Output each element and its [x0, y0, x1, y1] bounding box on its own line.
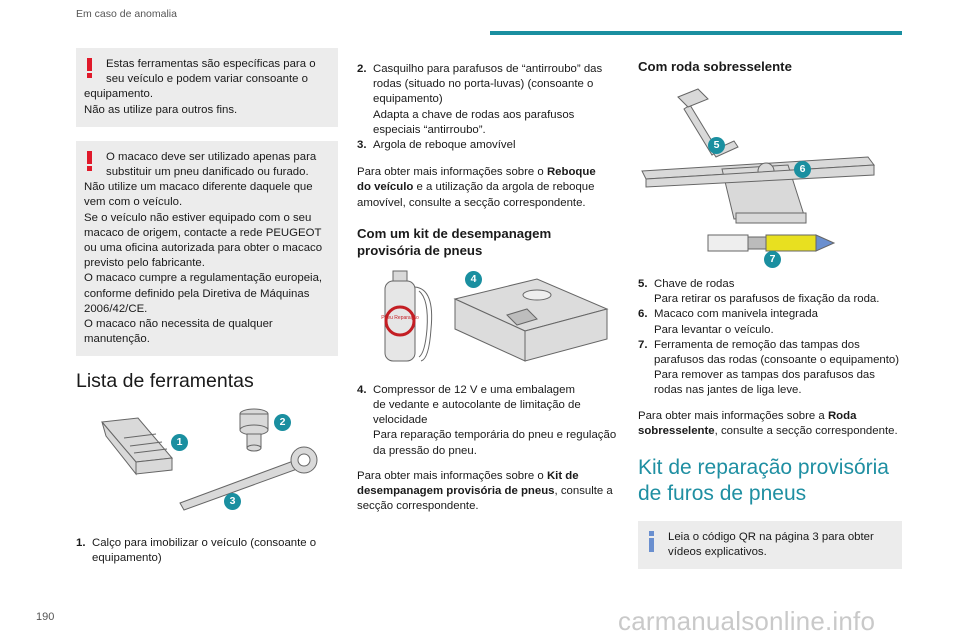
item-text: velocidade [373, 414, 428, 427]
list-item [357, 62, 619, 138]
callout-badge: 4 [465, 271, 482, 288]
subtitle-spare-wheel: Com roda sobresselente [638, 59, 792, 74]
jack-drawing [642, 157, 874, 223]
item-text: Casquilho para parafusos de “antirroubo” das [373, 63, 603, 75]
notice-text: Se o veículo não estiver equipado com o seu [84, 211, 312, 224]
item-text: Para reparação temporária do pneu e regulação [373, 429, 617, 442]
compressor-drawing [455, 279, 607, 361]
item-text: especiais “antirroubo”. [373, 123, 486, 136]
item-text: equipamento) [92, 551, 162, 564]
tools-illustration [76, 400, 338, 518]
page-number: 190 [36, 611, 55, 623]
item-number: 7. [638, 338, 648, 351]
notice-text: O macaco deve ser utilizado apenas para [106, 150, 317, 163]
item-text: equipamento) [373, 93, 443, 106]
item-number: 4. [357, 383, 367, 396]
spare-wheel-tools-illustration [638, 85, 902, 265]
para-bold: sobresselente [638, 424, 715, 437]
para-text: Para obter mais informações sobre a [638, 409, 828, 422]
spare-wheel-tools-figure [638, 85, 902, 265]
item-text: Para levantar o veículo. [654, 323, 774, 336]
socket-drawing [240, 409, 268, 451]
sealant-label-text: Pneu Reparação [381, 314, 419, 321]
para-bold: do veículo [357, 181, 414, 194]
para-text: , consulte a secção correspondente. [714, 424, 898, 437]
notice-text: Leia o código QR na página 3 para obter [668, 531, 874, 544]
item-text: Compressor de 12 V e uma embalagem [373, 383, 575, 396]
column-1 [76, 48, 338, 566]
info-icon [649, 531, 655, 553]
item-text: parafusos das rodas (consoante o equipamento) [654, 354, 900, 367]
item-text: rodas (situado no porta-luvas) (consoante o [373, 78, 594, 91]
notice-text: ou uma oficina autorizada para obter o macaco [84, 242, 323, 255]
item-number: 1. [76, 536, 86, 549]
item-number: 3. [357, 139, 367, 152]
paragraph-towing [357, 165, 619, 211]
notice-text: Estas ferramentas são específicas para o [106, 58, 316, 70]
notice-text: O macaco não necessita de qualquer [84, 318, 273, 331]
item-number: 2. [357, 63, 367, 75]
notice-text: manutenção. [84, 333, 150, 346]
item-text: Macaco com manivela integrada [654, 308, 818, 321]
item-number: 6. [638, 308, 648, 321]
wheel-chock-drawing [102, 418, 172, 474]
para-bold: Roda [827, 409, 857, 422]
towing-eye-drawing [180, 447, 317, 510]
list-item [76, 536, 338, 566]
notice-text: conforme definido pela Diretiva de Máquinas [84, 287, 310, 300]
item-text: rodas nas jantes de liga leve. [654, 384, 802, 397]
callout-badge: 1 [171, 434, 188, 451]
item-text: Argola de reboque amovível [373, 139, 516, 152]
callout-badge: 5 [708, 137, 725, 154]
section-title-repair-kit [638, 455, 902, 507]
column-3 [638, 54, 902, 583]
item-text: da pressão do pneu. [373, 444, 477, 457]
notice-text: previsto pelo fabricante. [84, 257, 205, 270]
item-number: 5. [638, 278, 648, 290]
notice-text: substituir um pneu danificado ou furado. [106, 166, 309, 179]
column-2 [357, 62, 619, 524]
item-text: Para remover as tampas dos parafusos das [654, 369, 875, 382]
notice-text: vídeos explicativos. [668, 546, 767, 559]
para-text: secção correspondente. [357, 500, 479, 513]
cap-remover-drawing [708, 235, 834, 251]
item-text: Chave de rodas [654, 278, 735, 290]
subtitle-line: provisória de pneus [357, 242, 483, 258]
repair-kit-figure [357, 269, 619, 365]
subtitle-line: Com um kit de desempanagem [357, 225, 552, 241]
info-notice-qr [638, 521, 902, 569]
para-text: Para obter mais informações sobre o [357, 469, 547, 482]
title-line: de furos de pneus [638, 482, 807, 506]
list-item [357, 138, 619, 153]
item-text: Ferramenta de remoção das tampas dos [654, 338, 860, 351]
warning-notice-tools [76, 48, 338, 127]
section-title-tools: Lista de ferramentas [76, 370, 254, 393]
list-item [638, 338, 902, 399]
para-bold: desempanagem provisória de pneus [357, 485, 555, 498]
para-bold: Reboque [546, 166, 596, 179]
notice-text: vem com o veículo. [84, 196, 183, 209]
item-text: Para retirar os parafusos de fixação da roda. [654, 293, 880, 306]
item-text: Adapta a chave de rodas aos parafusos [373, 108, 575, 121]
watermark: carmanualsonline.info [618, 606, 876, 636]
warning-icon [86, 151, 92, 171]
notice-text: Não utilize um macaco diferente daquele que [84, 181, 313, 194]
paragraph-spare-wheel [638, 409, 902, 439]
item-text: de vedante e autocolante de limitação de [373, 399, 581, 412]
notice-text: macaco de origem, contacte a rede PEUGEOT [84, 226, 322, 239]
list-item [638, 307, 902, 337]
para-text: , consulte a [554, 485, 613, 498]
subtitle-repair-kit [357, 225, 619, 259]
callout-badge: 2 [274, 414, 291, 431]
callout-badge: 6 [794, 161, 811, 178]
notice-text: 2006/42/CE. [84, 302, 148, 315]
header-title: Em caso de anomalia [76, 8, 177, 20]
title-line: Kit de reparação provisória [638, 456, 889, 480]
header-accent-bar [490, 31, 902, 35]
notice-text: equipamento. [84, 88, 154, 101]
para-text: amovível, consulte a secção correspondente. [357, 196, 586, 209]
notice-text: O macaco cumpre a regulamentação europeia, [84, 272, 323, 285]
para-text: Para obter mais informações sobre o [357, 166, 547, 179]
notice-text: seu veículo e podem variar consoante o [106, 73, 308, 86]
repair-kit-illustration [357, 269, 619, 365]
tools-figure [76, 400, 338, 518]
warning-notice-jack [76, 141, 338, 357]
notice-text: Não as utilize para outros fins. [84, 103, 238, 116]
warning-icon [86, 58, 92, 78]
callout-badge: 3 [224, 493, 241, 510]
list-item [357, 383, 619, 459]
list-item [638, 277, 902, 307]
callout-badge: 7 [764, 251, 781, 268]
para-text: e a utilização da argola de reboque [413, 181, 595, 194]
item-text: Calço para imobilizar o veículo (consoante o [92, 536, 317, 549]
paragraph-repair-kit [357, 469, 619, 515]
para-bold: Kit de [546, 469, 579, 482]
